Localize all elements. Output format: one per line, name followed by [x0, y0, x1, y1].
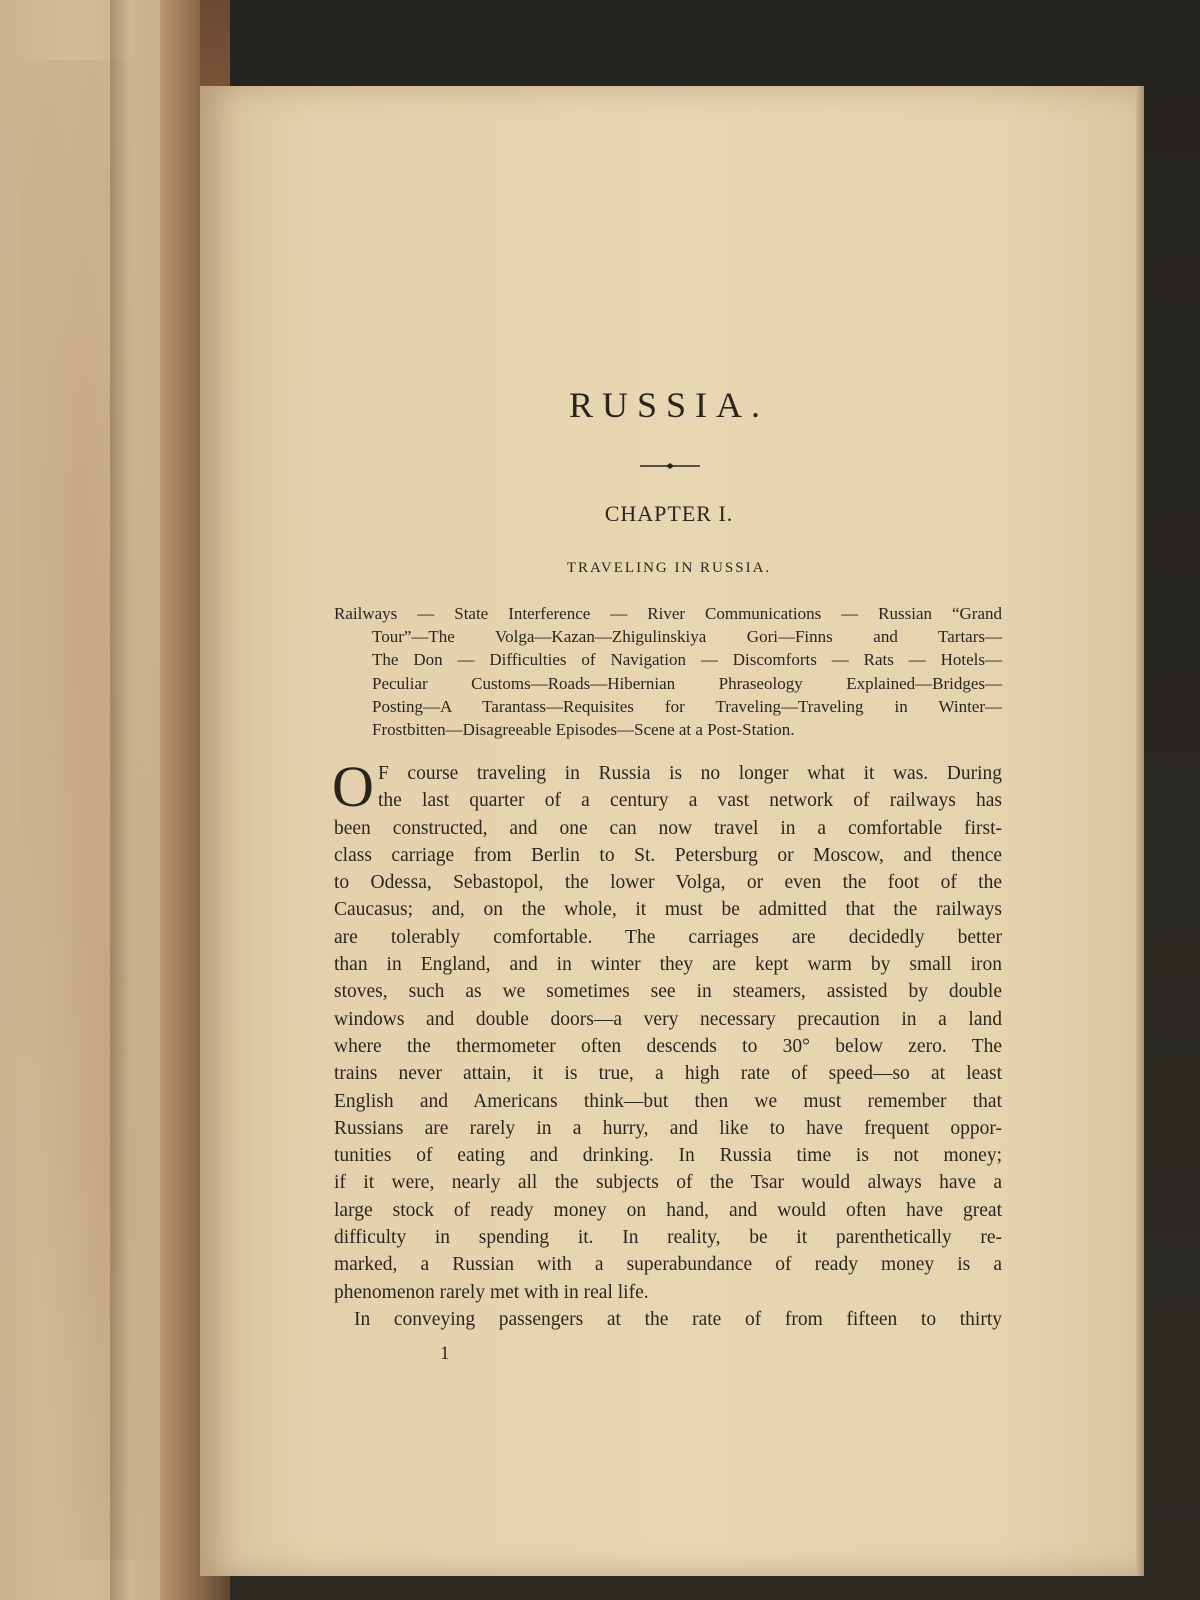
- body-line: difficulty in spending it. In reality, be it parenthetically re-: [334, 1227, 1002, 1249]
- page-number: 1: [440, 1343, 450, 1364]
- body-line: tunities of eating and drinking. In Russia time is not money;: [334, 1145, 1002, 1167]
- chapter-subtitle: TRAVELING IN RUSSIA.: [566, 560, 772, 576]
- body-line: trains never attain, it is true, a high rate of speed—so at least: [334, 1063, 1002, 1085]
- body-line: Caucasus; and, on the whole, it must be admitted that the railways: [334, 899, 1002, 921]
- page-content: [200, 86, 1138, 1576]
- synopsis-line: Peculiar Customs—Roads—Hibernian Phraseology Explained—Bridges—: [372, 673, 1002, 693]
- cover-foxing: [20, 60, 160, 1560]
- body-line: marked, a Russian with a superabundance of ready money is a: [334, 1254, 1002, 1276]
- body-line: are tolerably comfortable. The carriages are decidedly better: [334, 926, 1002, 948]
- book-page: [200, 86, 1138, 1576]
- synopsis-line: Posting—A Tarantass—Requisites for Traveling—Traveling in Winter—: [372, 696, 1002, 716]
- body-line: large stock of ready money on hand, and would often have great: [334, 1199, 1002, 1221]
- synopsis-line: The Don — Difficulties of Navigation — Discomforts — Rats — Hotels—: [372, 650, 1002, 670]
- body-line: windows and double doors—a very necessary precaution in a land: [334, 1008, 1002, 1030]
- body-line: stoves, such as we sometimes see in steamers, assisted by double: [334, 981, 1002, 1003]
- chapter-synopsis: [334, 602, 1002, 741]
- body-line: Russians are rarely in a hurry, and like to have frequent oppor-: [334, 1117, 1002, 1139]
- body-line: where the thermometer often descends to 30° below zero. The: [334, 1035, 1002, 1057]
- synopsis-line: Railways — State Interference — River Communications — Russian “Grand: [334, 604, 1002, 623]
- body-line: than in England, and in winter they are kept warm by small iron: [334, 954, 1002, 976]
- chapter-heading: CHAPTER I.: [604, 501, 734, 526]
- body-text: [332, 754, 1002, 1333]
- body-line: In conveying passengers at the rate of from fifteen to thirty: [354, 1308, 1002, 1330]
- synopsis-line: Frostbitten—Disagreeable Episodes—Scene at a Post-Station.: [372, 720, 795, 740]
- cover-edge-shadow: [110, 0, 130, 1600]
- body-line: class carriage from Berlin to St. Petersburg or Moscow, and thence: [334, 844, 1002, 866]
- ornament-rule: [640, 462, 700, 470]
- book-title: RUSSIA.: [568, 385, 770, 425]
- body-line: F course traveling in Russia is no longer what it was. During: [378, 763, 1002, 784]
- body-line: if it were, nearly all the subjects of the Tsar would always have a: [334, 1172, 1002, 1194]
- drop-cap: O: [332, 754, 374, 819]
- body-line: been constructed, and one can now travel in a comfortable first-: [334, 817, 1002, 839]
- body-line: English and Americans think—but then we must remember that: [334, 1090, 1002, 1112]
- body-line: to Odessa, Sebastopol, the lower Volga, or even the foot of the: [334, 872, 1002, 894]
- body-line: phenomenon rarely met with in real life.: [334, 1281, 649, 1303]
- body-line: the last quarter of a century a vast network of railways has: [378, 790, 1002, 812]
- synopsis-line: Tour”—The Volga—Kazan—Zhigulinskiya Gori—Finns and Tartars—: [372, 627, 1002, 647]
